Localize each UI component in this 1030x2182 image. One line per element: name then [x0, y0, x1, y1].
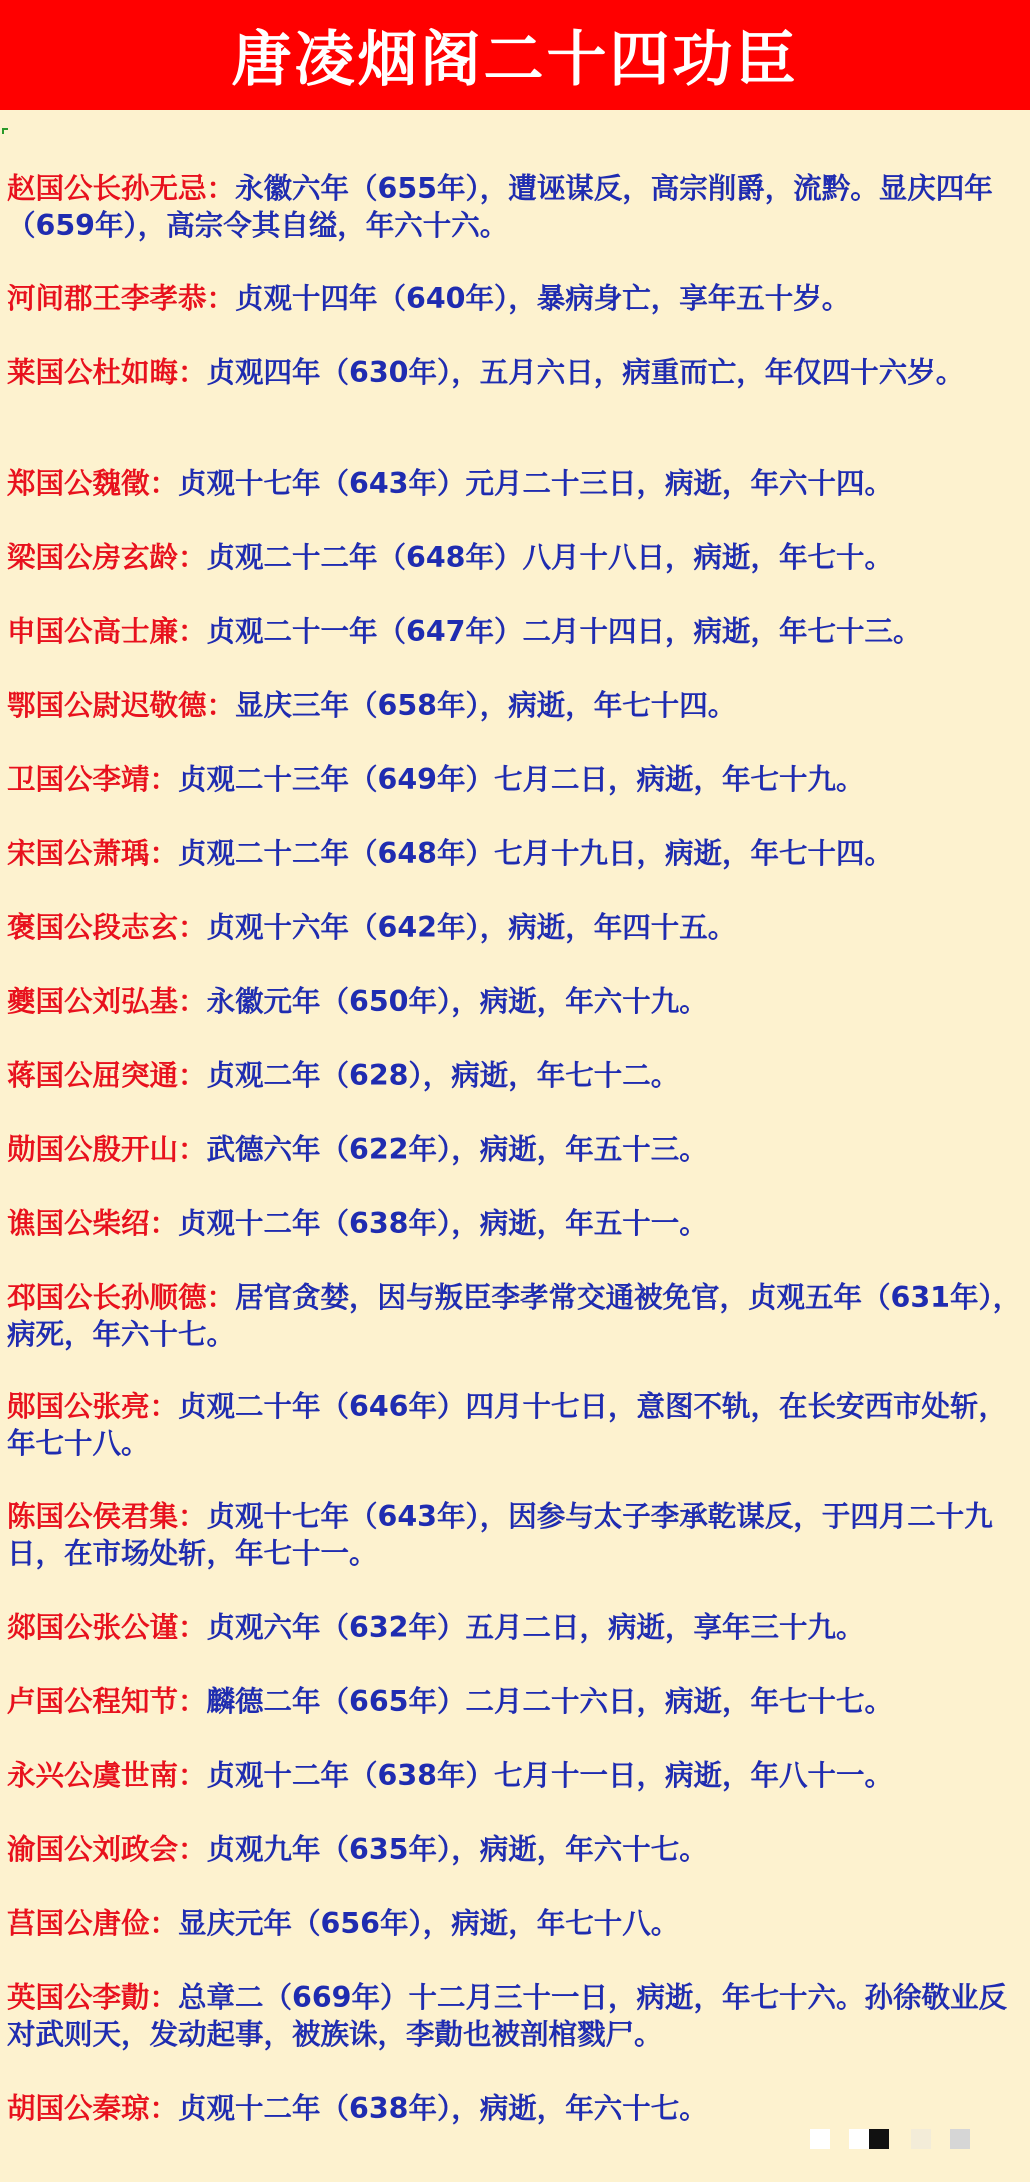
- entry-desc: 贞观二十二年（648年）七月十九日，病逝，年七十四。: [178, 837, 894, 870]
- entry-desc: 贞观二年（628），病逝，年七十二。: [206, 1059, 680, 1092]
- entry-desc: 贞观十七年（643年）元月二十三日，病逝，年六十四。: [178, 467, 894, 500]
- entry-desc: 贞观二十二年（648年）八月十八日，病逝，年七十。: [206, 541, 894, 574]
- entry-desc: 显庆元年（656年），病逝，年七十八。: [178, 1907, 680, 1940]
- entry-desc: 显庆三年（658年），病逝，年七十四。: [235, 689, 737, 722]
- entry-desc: 贞观十二年（638年），病逝，年六十七。: [178, 2092, 708, 2125]
- list-item: [7, 2090, 1025, 2127]
- entry-desc: 永徽元年（650年），病逝，年六十九。: [206, 985, 708, 1018]
- entry-name: 谯国公柴绍：: [7, 1207, 179, 1240]
- entry-name: 邳国公长孙顺德：: [7, 1281, 236, 1314]
- entry-name: 河间郡王李孝恭：: [7, 282, 236, 315]
- entry-desc: 贞观九年（635年），病逝，年六十七。: [206, 1833, 708, 1866]
- title-banner: [0, 0, 1030, 110]
- list-item: [7, 1979, 1025, 2053]
- list-item: [7, 170, 1025, 244]
- list-item: [7, 1757, 1025, 1794]
- entry-desc: 武德六年（622年），病逝，年五十三。: [206, 1133, 708, 1166]
- entry-desc: 贞观十六年（642年），病逝，年四十五。: [206, 911, 737, 944]
- entry-name: 夔国公刘弘基：: [7, 985, 207, 1018]
- entry-name: 永兴公虞世南：: [7, 1759, 207, 1792]
- entry-desc: 贞观六年（632年）五月二日，病逝，享年三十九。: [206, 1611, 865, 1644]
- entry-desc: 总章二（669年）十二月三十一日，病逝，年七十六。孙徐敬业反对武则天，发动起事，被族诛，李勣也被剖棺戮尸。: [7, 1981, 1008, 2051]
- list-item: [7, 1057, 1025, 1094]
- page-dot[interactable]: [950, 2129, 970, 2149]
- entry-desc: 贞观二十三年（649年）七月二日，病逝，年七十九。: [178, 763, 865, 796]
- entry-name: 梁国公房玄龄：: [7, 541, 207, 574]
- page-dot[interactable]: [810, 2129, 830, 2149]
- entry-name: 胡国公秦琼：: [7, 2092, 179, 2125]
- page-title: 唐凌烟阁二十四功臣: [231, 25, 799, 95]
- entry-name: 莒国公唐俭：: [7, 1907, 179, 1940]
- entry-name: 陈国公侯君集：: [7, 1500, 207, 1533]
- corner-mark-icon: [2, 128, 8, 134]
- entry-desc: 贞观四年（630年），五月六日，病重而亡，年仅四十六岁。: [206, 356, 965, 389]
- entry-name: 宋国公萧瑀：: [7, 837, 179, 870]
- list-item: [7, 1279, 1025, 1353]
- list-item: [7, 613, 1025, 650]
- entry-name: 郯国公张公谨：: [7, 1611, 207, 1644]
- list-item: [7, 1905, 1025, 1942]
- entry-name: 蒋国公屈突通：: [7, 1059, 207, 1092]
- list-item: [7, 1609, 1025, 1646]
- entry-name: 莱国公杜如晦：: [7, 356, 207, 389]
- list-item: [7, 761, 1025, 798]
- entry-desc: 居官贪婪，因与叛臣李孝常交通被免官，贞观五年（631年），病死，年六十七。: [7, 1281, 1022, 1351]
- list-item: [7, 1831, 1025, 1868]
- list-item: [7, 539, 1025, 576]
- list-item: [7, 280, 1025, 317]
- entry-desc: 贞观十七年（643年），因参与太子李承乾谋反，于四月二十九日，在市场处斩，年七十一。: [7, 1500, 993, 1570]
- page-dot[interactable]: [911, 2129, 931, 2149]
- entry-name: 申国公高士廉：: [7, 615, 207, 648]
- page-dot-active[interactable]: [869, 2129, 889, 2149]
- entry-desc: 贞观二十年（646年）四月十七日，意图不轨，在长安西市处斩，年七十八。: [7, 1390, 1008, 1460]
- entry-name: 褒国公段志玄：: [7, 911, 207, 944]
- list-item: [7, 1131, 1025, 1168]
- list-item: [7, 983, 1025, 1020]
- list-item: [7, 1388, 1025, 1462]
- entry-desc: 永徽六年（655年），遭诬谋反，高宗削爵，流黔。显庆四年（659年），高宗令其自缢，年六十六。: [7, 172, 993, 242]
- list-item: [7, 354, 1025, 391]
- entry-name: 英国公李勣：: [7, 1981, 179, 2014]
- page-dot[interactable]: [849, 2129, 869, 2149]
- list-item: [7, 687, 1025, 724]
- list-item: [7, 465, 1025, 502]
- entry-name: 郑国公魏徵：: [7, 467, 179, 500]
- list-item: [7, 835, 1025, 872]
- list-item: [7, 1205, 1025, 1242]
- entry-name: 郧国公张亮：: [7, 1390, 179, 1423]
- entry-name: 鄂国公尉迟敬德：: [7, 689, 236, 722]
- entry-name: 渝国公刘政会：: [7, 1833, 207, 1866]
- entry-desc: 贞观十二年（638年）七月十一日，病逝，年八十一。: [206, 1759, 894, 1792]
- entry-desc: 贞观二十一年（647年）二月十四日，病逝，年七十三。: [206, 615, 922, 648]
- entry-name: 卫国公李靖：: [7, 763, 179, 796]
- list-item: [7, 909, 1025, 946]
- list-item: [7, 1498, 1025, 1572]
- entry-name: 赵国公长孙无忌：: [7, 172, 236, 205]
- entry-desc: 麟德二年（665年）二月二十六日，病逝，年七十七。: [206, 1685, 894, 1718]
- list-item: [7, 1683, 1025, 1720]
- entry-name: 勋国公殷开山：: [7, 1133, 207, 1166]
- entry-name: 卢国公程知节：: [7, 1685, 207, 1718]
- entry-desc: 贞观十二年（638年），病逝，年五十一。: [178, 1207, 708, 1240]
- entry-desc: 贞观十四年（640年），暴病身亡，享年五十岁。: [235, 282, 851, 315]
